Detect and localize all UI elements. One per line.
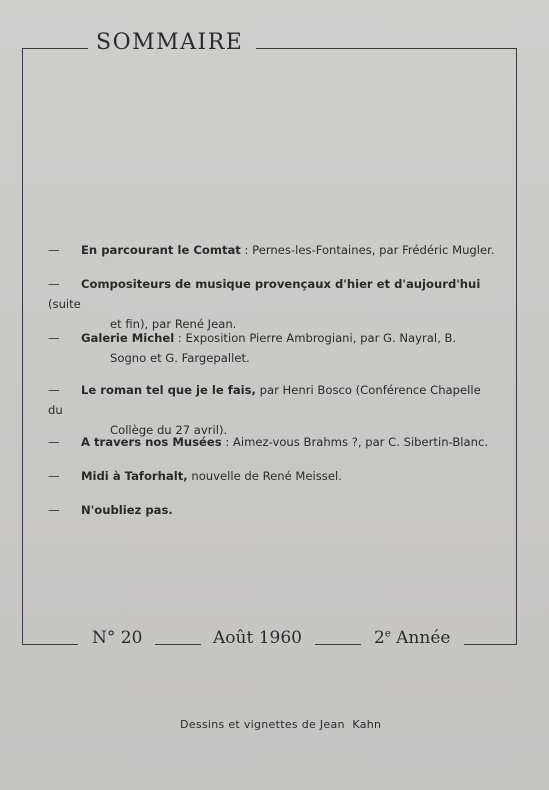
entry-continuation: Collège du 27 avril).	[110, 423, 228, 437]
entry-dash: —	[48, 383, 60, 397]
entry-detail: : Exposition Pierre Ambrogiani, par G. Nayral, B.	[174, 331, 457, 345]
entry-continuation: et fin), par René Jean.	[110, 317, 237, 331]
entry-title: N'oubliez pas.	[81, 503, 173, 517]
entry-dash: —	[48, 435, 60, 449]
entry-dash: —	[48, 469, 60, 483]
entry-detail: nouvelle de René Meissel.	[187, 469, 342, 483]
frame-top-right	[256, 48, 516, 49]
entry-dash: —	[48, 331, 60, 345]
entry-detail: : Aimez-vous Brahms ?, par C. Sibertin-Blanc.	[221, 435, 489, 449]
frame-right	[516, 48, 517, 644]
issue-year	[374, 628, 450, 648]
page-title: SOMMAIRE	[96, 30, 244, 55]
illustration-credit: Dessins et vignettes de Jean Kahn	[180, 718, 382, 731]
toc-entry	[48, 432, 498, 452]
entry-title: Compositeurs de musique provençaux d'hier et d'aujourd'hui	[81, 277, 481, 291]
entry-title: Midi à Taforhalt,	[81, 469, 188, 483]
entry-dash: —	[48, 277, 60, 291]
toc-entry	[48, 328, 498, 368]
toc-entry	[48, 274, 498, 334]
frame-bottom-4	[464, 644, 517, 645]
entry-title: Le roman tel que je le fais,	[81, 383, 256, 397]
entry-title: Galerie Michel	[81, 331, 175, 345]
frame-top-left	[22, 48, 88, 49]
entry-dash: —	[48, 243, 60, 257]
entry-dash: —	[48, 503, 60, 517]
toc-entry	[48, 240, 498, 260]
toc-entry	[48, 500, 498, 520]
frame-bottom-3	[315, 644, 361, 645]
entry-title: En parcourant le Comtat	[81, 243, 241, 257]
year-number: 2	[374, 628, 385, 648]
frame-bottom-1	[22, 644, 78, 645]
entry-detail: par Henri Bosco (Conférence Chapelle du	[48, 383, 481, 417]
issue-number: N° 20	[92, 628, 143, 648]
frame-bottom-2	[155, 644, 201, 645]
toc-entry	[48, 380, 498, 440]
entry-detail: : Pernes-les-Fontaines, par Frédéric Mugler.	[240, 243, 495, 257]
frame-left	[22, 48, 23, 644]
toc-entry	[48, 466, 498, 486]
entry-detail: (suite	[48, 297, 81, 311]
issue-date: Août 1960	[213, 628, 302, 648]
year-superscript: e	[384, 628, 391, 640]
year-word: Année	[390, 628, 451, 648]
entry-continuation: Sogno et G. Fargepallet.	[110, 351, 250, 365]
entry-title: A travers nos Musées	[81, 435, 222, 449]
